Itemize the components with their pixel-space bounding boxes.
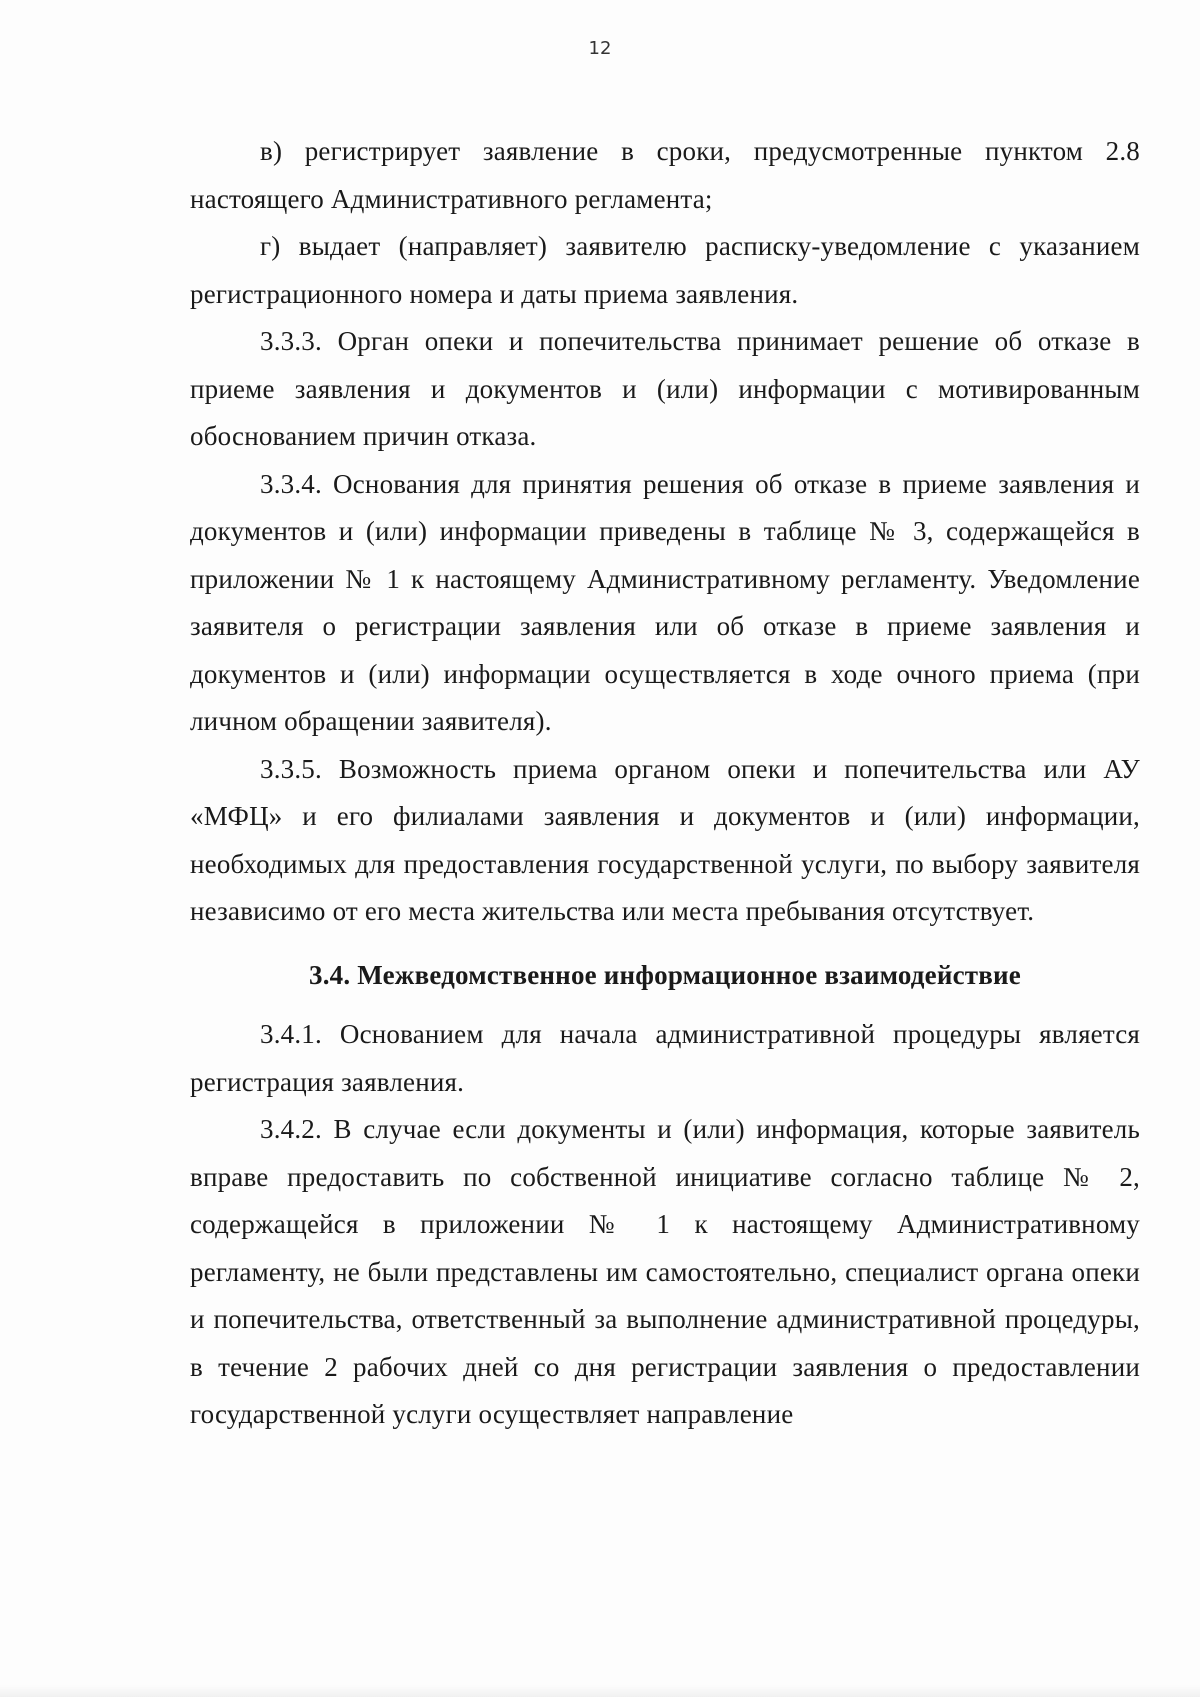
- paragraph-3-4-1: 3.4.1. Основанием для начала административной процедуры является регистрация заявления.: [190, 1019, 1140, 1097]
- section-heading: 3.4. Межведомственное информационное взаимодействие: [309, 959, 1021, 990]
- paragraph-3-3-3: 3.3.3. Орган опеки и попечительства принимает решение об отказе в приеме заявления и документов и (или) информации с мотивированным обоснованием причин отказа.: [190, 326, 1140, 451]
- document-body: [190, 128, 1140, 1439]
- paragraph-3-4-2: 3.4.2. В случае если документы и (или) информация, которые заявитель вправе предоставить по собственной инициативе согласно таблице № 2, содержащейся в приложении № 1 к настоящему Административному регламенту, не были представлены им самостоятельно, специалист органа опеки и попечительства, ответственный за выполнение административной процедуры, в течение 2 рабочих дней со дня регистрации заявления о предоставлении государственной услуги осуществляет направление: [190, 1114, 1140, 1429]
- scan-edge-shadow: [0, 1685, 1200, 1697]
- page-number: 12: [588, 38, 612, 59]
- paragraph-3-3-5: 3.3.5. Возможность приема органом опеки и попечительства или АУ «МФЦ» и его филиалами заявления и документов и (или) информации, необходимых для предоставления государственной услуги, по выбору заявителя независимо от его места жительства или места пребывания отсутствует.: [190, 753, 1140, 926]
- paragraph-g: г) выдает (направляет) заявителю расписку-уведомление с указанием регистрационного номера и даты приема заявления.: [190, 231, 1140, 309]
- paragraph-v: в) регистрирует заявление в сроки, предусмотренные пунктом 2.8 настоящего Административного регламента;: [190, 136, 1140, 214]
- paragraph-3-3-4: 3.3.4. Основания для принятия решения об отказе в приеме заявления и документов и (или) информации приведены в таблице № 3, содержащейся в приложении № 1 к настоящему Административному регламенту. Уведомление заявителя о регистрации заявления или об отказе в приеме заявления и документов и (или) информации осуществляется в ходе очного приема (при личном обращении заявителя).: [190, 468, 1140, 736]
